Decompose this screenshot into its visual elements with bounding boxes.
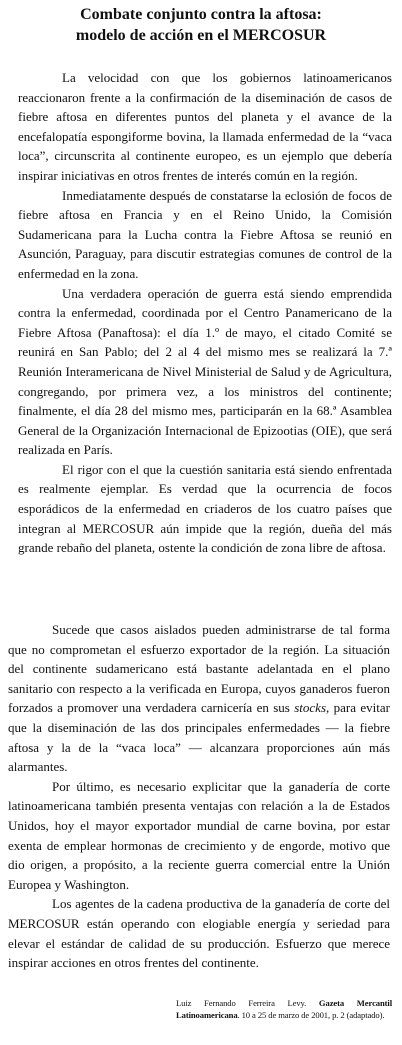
credit-source: Gazeta Mercantil Latinoamericana: [176, 998, 392, 1020]
title-line-2: modelo de acción en el MERCOSUR: [75, 27, 327, 44]
paragraph-2: Inmediatamente después de constatarse la eclosión de focos de fiebre aftosa en Francia y en el Reino Unido, la Comisión Sudamericana para la Lucha contra la Fiebre Aftosa se reunió en Asunción, Paraguay, para discutir estrategias comunes de control de la enfermedad en la zona.: [18, 187, 392, 281]
paragraph-3: Una verdadera operación de guerra está siendo emprendida contra la enfermedad, coordinada por el Centro Panamericano de la Fiebre Aftosa (Panaftosa): el día 1.º de mayo, el citado Comité se reunirá en San Pablo; del 2 al 4 del mismo mes se realizará la 7.ª Reunión Interamericana de Nivel Ministerial de Salud y de Agricultura, congregando, por primera vez, a los ministros del continente; finalmente, el día 28 del mismo mes, participarán en la 68.ª Asamblea General de la Organización Internacional de Epizootias (OIE), que será realizada en París.: [18, 285, 392, 458]
paragraph-1: La velocidad con que los gobiernos latinoamericanos reaccionaron frente a la confirmación de la diseminación de casos de fiebre aftosa en diferentes puntos del planeta y el avance de la encefalopatía espongiforme bovina, la llamada enfermedad de la “vaca loca”, circunscrita al continente europeo, es un ejemplo que debería inspirar iniciativas en otros frentes de interés común en la región.: [18, 70, 392, 183]
credit-details: . 10 a 25 de marzo de 2001, p. 2 (adaptado).: [237, 1010, 385, 1020]
paragraph-5-italic: stocks: [294, 700, 327, 716]
article-body-part-1: [18, 68, 392, 558]
paragraph-4: El rigor con el que la cuestión sanitaria está siendo enfrentada es realmente ejemplar. Es verdad que la ocurrencia de focos esporádicos de la enfermedad en criaderos de los cuatro países que integran al MERCOSUR aún impide que la región, dueña del más grande rebaño del planeta, ostente la condición de zona libre de aftosa.: [18, 461, 392, 556]
source-credit: [176, 997, 392, 1021]
article-body-part-2: [8, 620, 390, 973]
paragraph-5: [8, 620, 390, 777]
credit-author: Luiz Fernando Ferreira Levy.: [176, 998, 319, 1008]
paragraph-6: Por último, es necesario explicitar que la ganadería de corte latinoamericana también presenta ventajas con relación a la de Estados Unidos, hoy el mayor exportador mundial de carne bovina, por estar exenta de emplear hormonas de crecimiento y de engorde, motivo que dio origen, a propósito, a la reciente guerra comercial entre la Unión Europea y Washington.: [8, 778, 390, 892]
paragraph-5-text-a: Sucede que casos aislados pueden administrarse de tal forma que no comprometan el esfuerzo exportador de la región. La situación del continente sudamericano está bastante adelantada en el plano sanitario con respecto a la verificada en Europa, cuyos ganaderos fueron forzados a promover una verdadera carnicería en sus: [8, 622, 390, 716]
paragraph-7: Los agentes de la cadena productiva de la ganadería de corte del MERCOSUR están operando con elogiable energía y seriedad para elevar el estándar de calidad de su producción. Esfuerzo que merece inspirar acciones en otros frentes del continente.: [8, 896, 390, 971]
article-title: [0, 0, 402, 46]
paragraph-5-text-b: , para evitar que la diseminación de las dos principales enfermedades — la fiebre aftosa y la de la “vaca loca” — alcanzara proporciones aún más alarmantes.: [8, 700, 390, 775]
title-line-1: Combate conjunto contra la aftosa:: [80, 6, 322, 23]
